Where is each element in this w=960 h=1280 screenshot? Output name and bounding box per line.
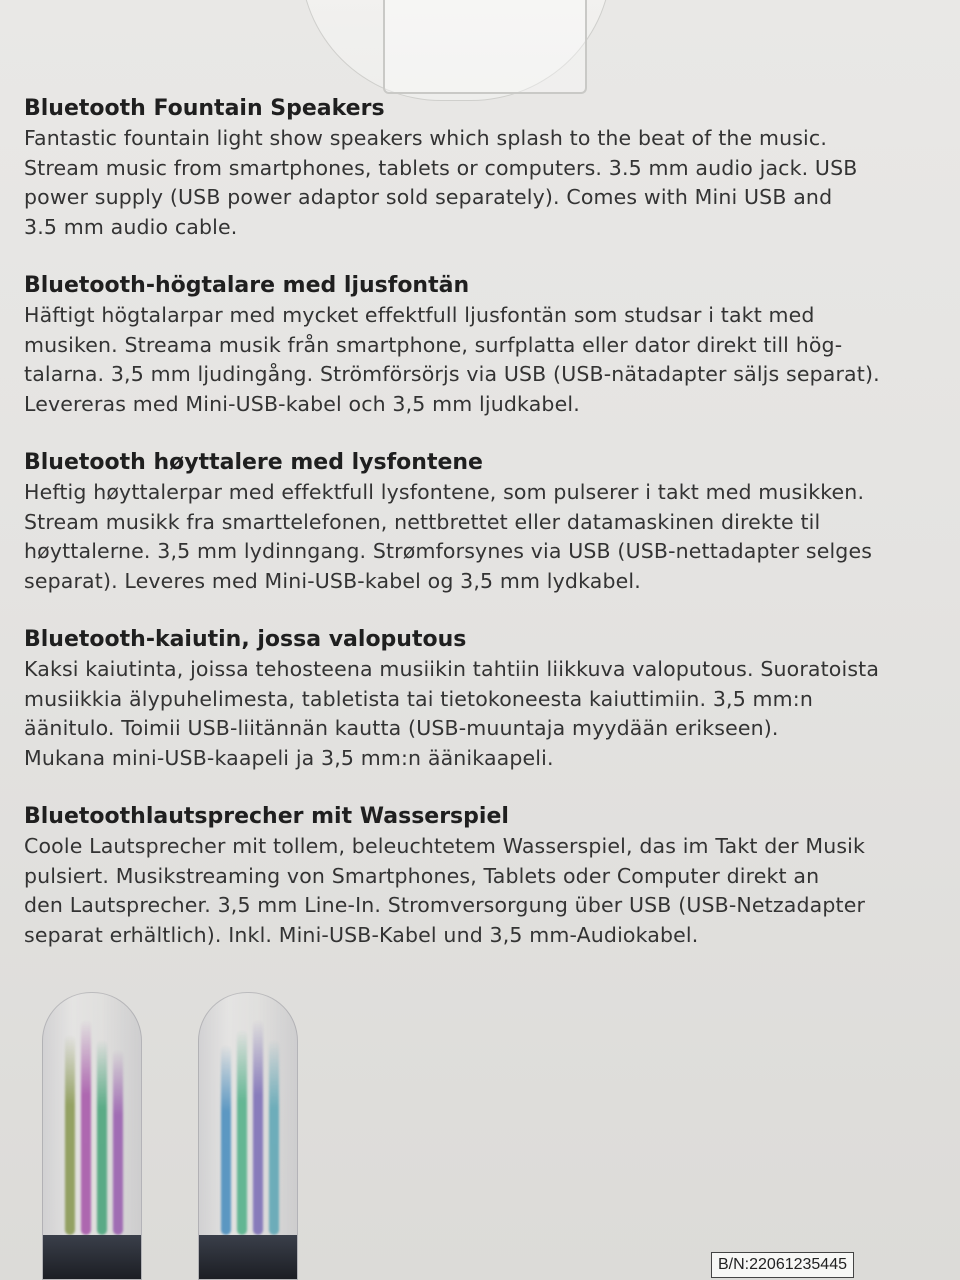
text-line: Levereras med Mini-USB-kabel och 3,5 mm ljudkabel. — [24, 391, 580, 416]
heading-swedish: Bluetooth-högtalare med ljusfontän — [24, 273, 470, 298]
text-line: äänitulo. Toimii USB-liitännän kautta (USB-muuntaja myydään erikseen). — [24, 716, 779, 740]
text-line: Stream music from smartphones, tablets or computers. 3.5 mm audio jack. USB — [24, 155, 858, 180]
light-stream — [237, 1030, 247, 1235]
section-finnish — [24, 625, 929, 773]
text-line: separat erhältlich). Inkl. Mini-USB-Kabel und 3,5 mm-Audiokabel. — [24, 922, 699, 947]
section-english — [24, 94, 929, 242]
speaker-right-image — [198, 992, 298, 1280]
light-stream — [113, 1050, 123, 1235]
speaker-base — [43, 1235, 141, 1279]
text-line: separat). Leveres med Mini-USB-kabel og 3,5 mm lydkabel. — [24, 568, 641, 593]
text-line: musiken. Streama musik från smartphone, surfplatta eller dator direkt till hög- — [24, 332, 843, 357]
text-line: 3.5 mm audio cable. — [24, 214, 238, 239]
light-stream — [65, 1035, 75, 1235]
light-stream — [269, 1040, 279, 1235]
light-stream — [253, 1020, 263, 1235]
text-line: Heftig høyttalerpar med effektfull lysfontene, som pulserer i takt med musikken. — [24, 480, 865, 504]
product-description — [24, 94, 929, 979]
light-stream — [81, 1020, 91, 1235]
text-line: Mukana mini-USB-kaapeli ja 3,5 mm:n äänikaapeli. — [24, 745, 554, 770]
text-line: pulsiert. Musikstreaming von Smartphones, Tablets oder Computer direkt an — [24, 863, 820, 888]
text-line: høyttalerne. 3,5 mm lydinngang. Strømforsynes via USB (USB-nettadapter selges — [24, 539, 873, 563]
text-line: musiikkia älypuhelimesta, tabletista tai tietokoneesta kaiuttimiin. 3,5 mm:n — [24, 686, 813, 711]
speaker-left-image — [42, 992, 142, 1280]
text-line: den Lautsprecher. 3,5 mm Line-In. Stromversorgung über USB (USB-Netzadapter — [24, 893, 866, 917]
text-line: talarna. 3,5 mm ljudingång. Strömförsörjs via USB (USB-nätadapter säljs separat). — [24, 362, 880, 386]
section-german — [24, 802, 929, 950]
batch-number-label: B/N:22061235445 — [711, 1252, 854, 1278]
text-line: Stream musikk fra smarttelefonen, nettbrettet eller datamaskinen direkte til — [24, 509, 821, 534]
text-line: Häftigt högtalarpar med mycket effektfull ljusfontän som studsar i takt med — [24, 303, 815, 327]
text-line: Coole Lautsprecher mit tollem, beleuchtetem Wasserspiel, das im Takt der Musik — [24, 834, 866, 858]
heading-norwegian: Bluetooth høyttalere med lysfontene — [24, 450, 483, 475]
light-stream — [97, 1040, 107, 1235]
heading-german: Bluetoothlautsprecher mit Wasserspiel — [24, 804, 509, 829]
text-line: Fantastic fountain light show speakers which splash to the beat of the music. — [24, 126, 827, 150]
heading-finnish: Bluetooth-kaiutin, jossa valoputous — [24, 627, 467, 652]
section-norwegian — [24, 448, 929, 596]
speaker-base — [199, 1235, 297, 1279]
text-line: power supply (USB power adaptor sold separately). Comes with Mini USB and — [24, 185, 833, 209]
light-stream — [221, 1045, 231, 1235]
text-line: Kaksi kaiutinta, joissa tehosteena musiikin tahtiin liikkuva valoputous. Suoratoista — [24, 657, 880, 681]
section-swedish — [24, 271, 929, 419]
package-window-insert — [383, 0, 587, 94]
heading-english: Bluetooth Fountain Speakers — [24, 96, 385, 121]
